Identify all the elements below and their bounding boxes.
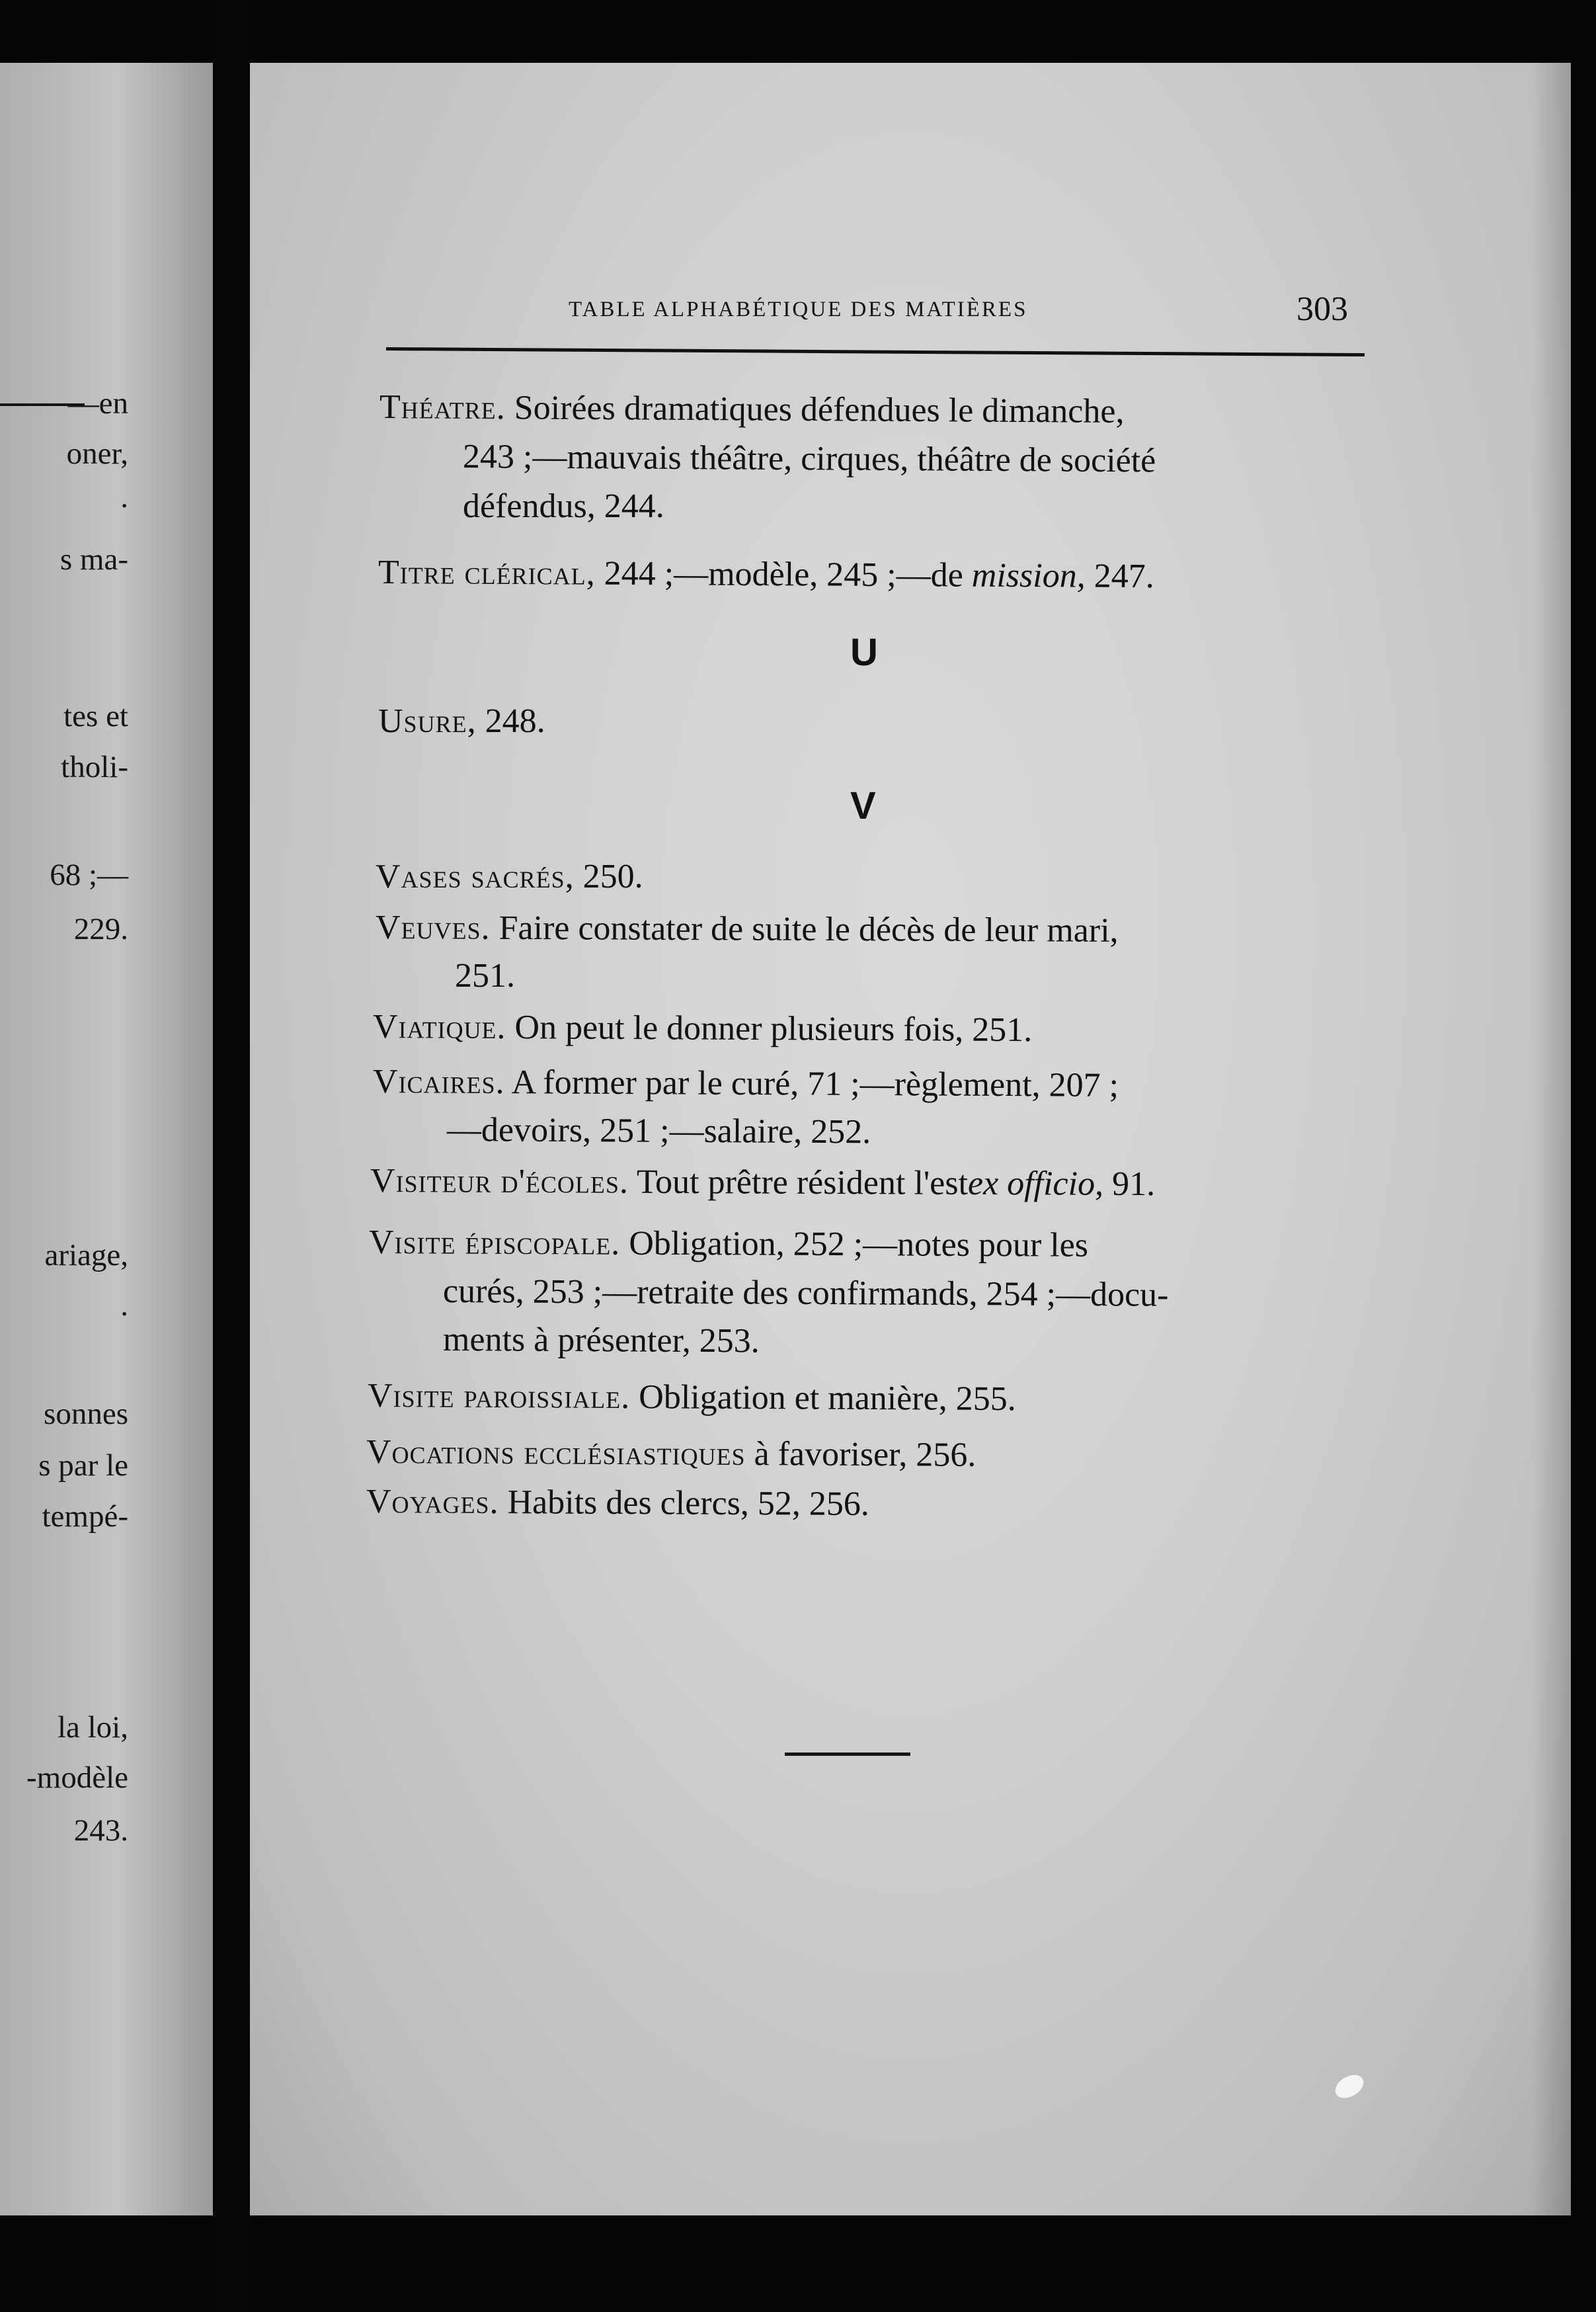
left-fragment: ariage, [44,1238,128,1272]
left-fragment: s par le [38,1448,128,1483]
index-entry-continuation: 243 ;—mauvais théâtre, cirques, théâtre de société [462,438,1156,480]
index-entry-titre-clerical [378,556,1154,594]
left-fragment: 68 ;— [50,858,128,892]
left-fragment: la loi, [57,1710,128,1745]
index-text: 248. [485,702,545,740]
index-text: 250. [582,858,643,895]
left-fragment: —en [67,386,128,421]
index-text: 91. [1111,1165,1156,1204]
index-term: Viatique. [372,1008,506,1047]
index-entry-voyages [366,1485,869,1522]
index-text: A former par le curé, 71 ;—règlement, 207 ; [511,1063,1119,1104]
index-entry-visite-episcopale [369,1225,1088,1263]
index-text: Habits des clercs, 52, 256. [507,1483,870,1523]
left-page-fragment [0,63,213,2215]
index-term: Visiteur d'écoles. [370,1162,629,1201]
left-fragment: . [120,480,128,515]
index-entry-continuation: curés, 253 ;—retraite des confirmands, 254 ;—docu- [442,1272,1169,1314]
section-letter-u: U [850,631,878,674]
index-entry-vocations [366,1435,977,1473]
index-text: à favoriser, 256. [754,1435,977,1474]
left-fragment: oner, [66,436,128,471]
index-text-italic: ex officio, [967,1164,1104,1203]
left-fragment: -modèle [26,1760,128,1795]
index-term: Vases sacrés, [376,858,575,895]
index-term: Visite paroissiale. [367,1377,631,1417]
index-term: Voyages. [366,1483,499,1522]
page-number: 303 [1297,290,1348,328]
index-text: Obligation et manière, 255. [639,1378,1016,1419]
index-text: Faire constater de suite le décès de leur mari, [499,909,1119,950]
index-term: Veuves. [375,909,491,947]
index-term: Vicaires. [372,1063,505,1102]
running-head: TABLE ALPHABÉTIQUE DES MATIÈRES [569,298,1028,321]
alphabetical-index [250,63,1571,2215]
index-term: Titre clérical, [378,554,596,593]
index-text: 247. [1094,557,1154,596]
index-term: Théatre. [379,388,506,427]
index-entry-theatre [379,390,1125,429]
index-text: Tout prêtre résident l'est [636,1163,969,1202]
end-rule [785,1753,910,1756]
index-text: On peut le donner plusieurs fois, 251. [514,1009,1033,1050]
index-entry-usure [378,704,545,739]
index-entry-continuation: ments à présenter, 253. [442,1321,760,1360]
index-text: Obligation, 252 ;—notes pour les [629,1224,1089,1264]
index-term: Visite épiscopale. [368,1223,621,1262]
index-entry-continuation: défendus, 244. [463,487,664,525]
left-fragment: tempé- [42,1499,128,1534]
left-fragment: s ma- [60,542,128,577]
book-gutter [213,0,250,2312]
index-page [250,63,1571,2215]
left-fragment: . [120,1288,128,1323]
index-entry-vicaires [373,1065,1119,1103]
index-entry-visite-paroissiale [368,1379,1016,1417]
left-fragment: 229. [73,912,128,946]
index-text: 244 ;—modèle, 245 ;—de [604,554,963,595]
index-text: Soirées dramatiques défendues le dimanche, [514,389,1125,431]
index-text-italic: mission, [971,556,1086,595]
index-entry-continuation: —devoirs, 251 ;—salaire, 252. [446,1111,871,1151]
index-entry-continuation: 251. [455,957,515,995]
index-term: Vocations ecclésiastiques [366,1433,746,1473]
index-entry-veuves [376,911,1119,948]
section-letter-v: V [850,784,876,827]
index-entry-vases-sacres [376,860,643,894]
index-entry-visiteur-ecoles [370,1164,1155,1202]
left-fragment: tes et [63,699,128,733]
index-term: Usure, [378,702,477,740]
left-fragment: 243. [73,1813,128,1848]
left-fragment: tholi- [61,750,128,784]
index-entry-viatique [373,1010,1033,1048]
left-fragment: sonnes [44,1397,128,1431]
